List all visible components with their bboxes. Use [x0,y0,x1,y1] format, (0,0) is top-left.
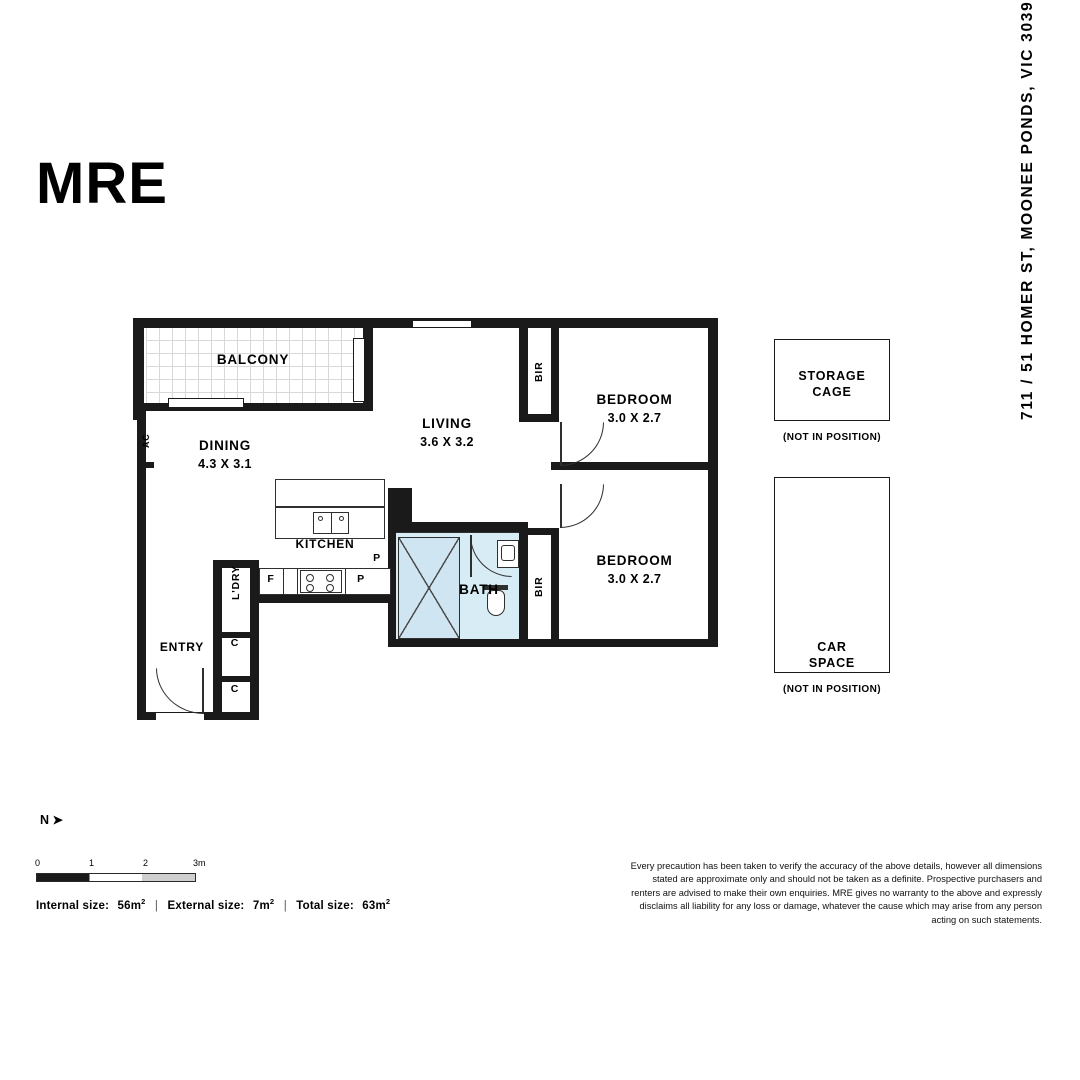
external-size-unit: 2 [269,897,275,906]
kitchen-div-cooktop-r [345,568,346,595]
room-label-bedroom-2: BEDROOM 3.0 X 2.7 [596,553,673,586]
brand-logo: MRE [36,151,168,216]
annotation-cupboard-2: C [230,683,240,695]
storage-cage-label: STORAGE CAGE [798,369,866,400]
room-label-kitchen: KITCHEN [295,537,355,551]
bedroom2-door-leaf [560,484,562,528]
cooktop-burner-4 [326,584,334,592]
room-label-bath: BATH [459,582,499,597]
wall-cupboard-right [250,603,259,720]
cooktop-burner-3 [306,584,314,592]
bedroom1-door-leaf [560,422,562,466]
bedroom1-door-swing [560,422,604,466]
scale-bar [36,873,196,882]
annotation-pantry-1: P [373,552,381,564]
room-label-bedroom-1: BEDROOM 3.0 X 2.7 [596,392,673,425]
internal-size-label: Internal size: [36,899,110,912]
wall-bir-right [551,328,559,418]
internal-size-value: 56m [117,899,142,912]
external-size-label: External size: [167,899,245,912]
scale-tick-2: 2 [143,858,149,868]
balcony-door-bottom [168,398,244,408]
wall-bir2-right [551,528,559,640]
annotation-pantry-2: P [357,573,365,585]
entry-door-swing [156,668,204,714]
wall-bedroom-bottom [388,639,718,647]
compass-north [40,812,64,827]
balcony-slider [353,338,365,402]
compass-arrow-icon: ➤ [52,813,64,827]
property-address: 711 / 51 HOMER ST, MOONEE PONDS, VIC 3039 [1019,0,1036,420]
cooktop-burner-2 [326,574,334,582]
external-size-value: 7m [252,899,270,912]
room-label-balcony: BALCONY [216,352,290,367]
internal-size-unit: 2 [141,897,146,906]
kitchen-div-f [283,568,284,595]
size-summary [36,897,390,912]
room-label-living: LIVING 3.6 X 3.2 [420,416,474,449]
room-label-dining: DINING 4.3 X 3.1 [198,438,252,471]
window-top-living [413,320,471,328]
wall-bedroom-divider [551,462,718,470]
annotation-bir-top: BIR [533,361,545,383]
wall-balcony-top [133,318,373,328]
scale-tick-1: 1 [89,858,95,868]
total-size-label: Total size: [296,899,354,912]
compass-label: N [40,813,50,827]
total-size-value: 63m [362,899,386,912]
scale-tick-3: 3m [193,858,206,868]
wall-bir-left [519,328,528,418]
kitchen-div-cooktop-l [297,568,298,595]
annotation-cupboard-1: C [230,637,240,649]
annotation-ac: AC [141,433,151,449]
entry-door-opening [156,713,204,720]
kitchen-tap [318,516,323,521]
kitchen-tap-2 [339,516,344,521]
storage-cage-note: (NOT IN POSITION) [783,432,881,443]
size-separator-2: | [283,899,287,912]
total-size-unit: 2 [385,897,391,906]
wall-ac-cap [137,462,154,468]
entry-door-leaf [202,668,204,714]
size-separator-1: | [154,899,159,912]
wall-exterior-left [133,318,144,420]
wall-corridor-bottom [259,594,391,603]
room-label-laundry: L'DRY [230,565,242,601]
wall-exterior-right [708,318,718,647]
bedroom2-door-swing [560,484,604,528]
kitchen-upper-bench [275,479,385,507]
car-space-note: (NOT IN POSITION) [783,684,881,695]
annotation-fridge: F [267,573,275,585]
car-space-label: CAR SPACE [808,640,856,671]
wall-kitchen-right [388,488,412,524]
scale-tick-0: 0 [35,858,41,868]
kitchen-sink-divider [331,513,332,533]
disclaimer-text: Every precaution has been taken to verify the accuracy of the above details, however all dimensions stated are approximate only and should not be taken as a definite. Prospective purchasers and renters are advised to make their own enquiries. MRE gives no warranty to the above and expressly disclaims all liability for any loss or damage, whatever the cause which may arise from any person acting on such statements. [630,861,1042,925]
wall-laundry-right [250,560,259,603]
annotation-bir-bottom: BIR [533,576,545,598]
cooktop-burner-1 [306,574,314,582]
room-label-entry: ENTRY [159,640,205,654]
scale-tick-labels [30,858,206,870]
